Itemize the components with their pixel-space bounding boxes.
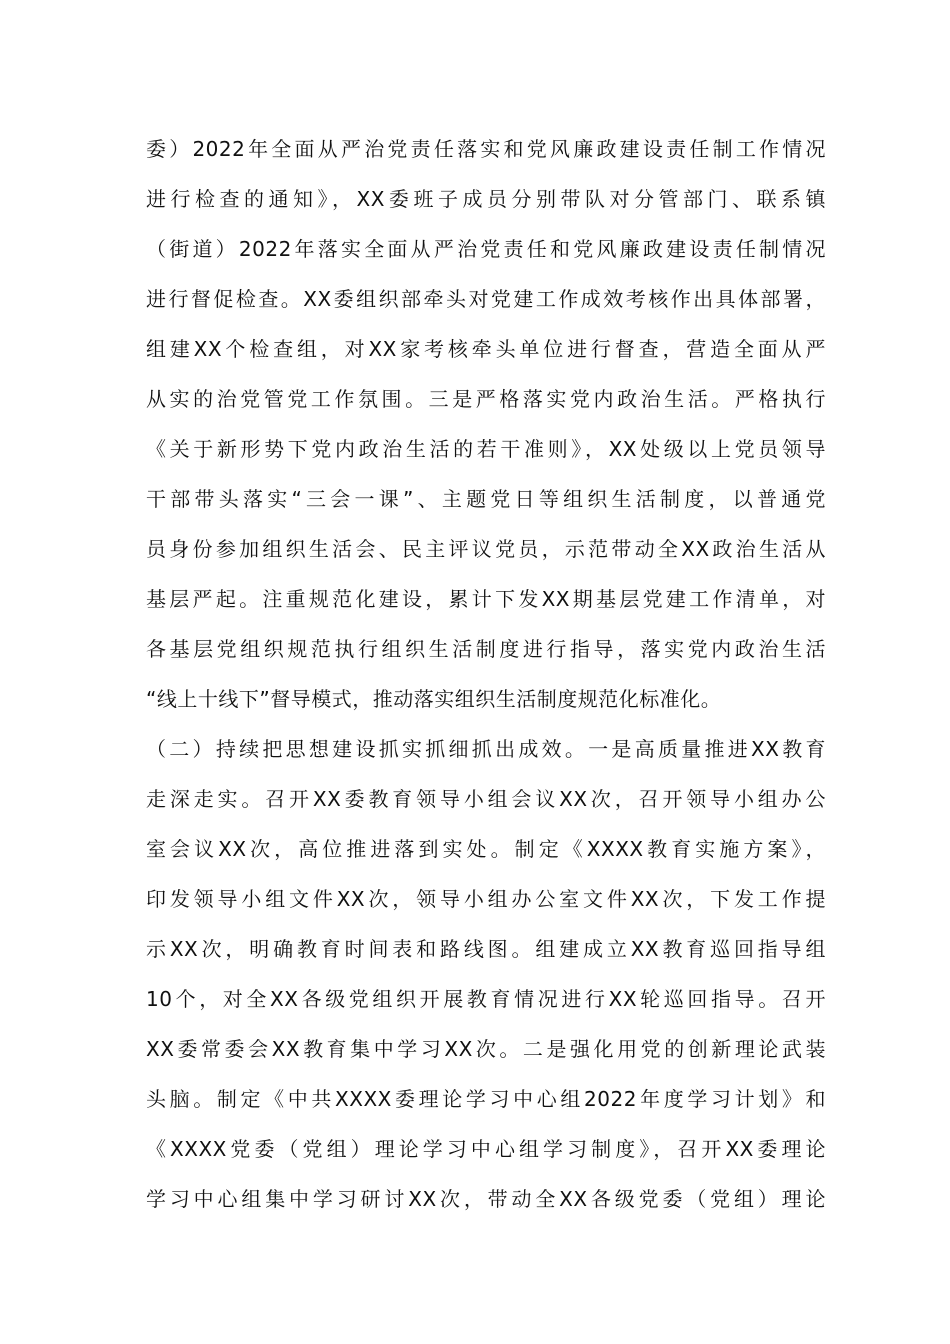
text-line: “线上十线下”督导模式，推动落实组织生活制度规范化标准化。 [146,687,722,711]
text-line: 组建XX个检查组，对XX家考核牵头单位进行督查，营造全面从严 [146,337,826,361]
body-text [146,124,826,1224]
text-line: 基层严起。注重规范化建设，累计下发XX期基层党建工作清单，对 [146,587,826,611]
text-line: 各基层党组织规范执行组织生活制度进行指导，落实党内政治生活 [146,637,826,661]
text-line: 干部带头落实“三会一课”、主题党日等组织生活制度，以普通党 [146,487,826,511]
text-line: （街道）2022年落实全面从严治党责任和党风廉政建设责任制情况 [146,237,826,261]
text-line: 从实的治党管党工作氛围。三是严格落实党内政治生活。严格执行 [146,387,826,411]
text-line: 学习中心组集中学习研讨XX次，带动全XX各级党委（党组）理论 [146,1187,826,1211]
text-line: 头脑。制定《中共XXXX委理论学习中心组2022年度学习计划》和 [146,1087,826,1111]
text-line: 《XXXX党委（党组）理论学习中心组学习制度》，召开XX委理论 [146,1137,826,1161]
text-line: 示XX次，明确教育时间表和路线图。组建成立XX教育巡回指导组 [146,937,826,961]
text-line: 进行督促检查。XX委组织部牵头对党建工作成效考核作出具体部署， [146,287,826,311]
text-line: 印发领导小组文件XX次，领导小组办公室文件XX次，下发工作提 [146,887,826,911]
text-line: 10个，对全XX各级党组织开展教育情况进行XX轮巡回指导。召开 [146,987,826,1011]
text-line: 室会议XX次，高位推进落到实处。制定《XXXX教育实施方案》， [146,837,826,861]
text-line: （二）持续把思想建设抓实抓细抓出成效。一是高质量推进XX教育 [146,737,826,761]
text-line: 进行检查的通知》，XX委班子成员分别带队对分管部门、联系镇 [146,187,826,211]
text-line: 员身份参加组织生活会、民主评议党员，示范带动全XX政治生活从 [146,537,826,561]
text-line: 走深走实。召开XX委教育领导小组会议XX次，召开领导小组办公 [146,787,826,811]
text-line: 《关于新形势下党内政治生活的若干准则》，XX处级以上党员领导 [146,437,826,461]
text-line: XX委常委会XX教育集中学习XX次。二是强化用党的创新理论武装 [146,1037,826,1061]
text-line: 委）2022年全面从严治党责任落实和党风廉政建设责任制工作情况 [146,137,826,161]
